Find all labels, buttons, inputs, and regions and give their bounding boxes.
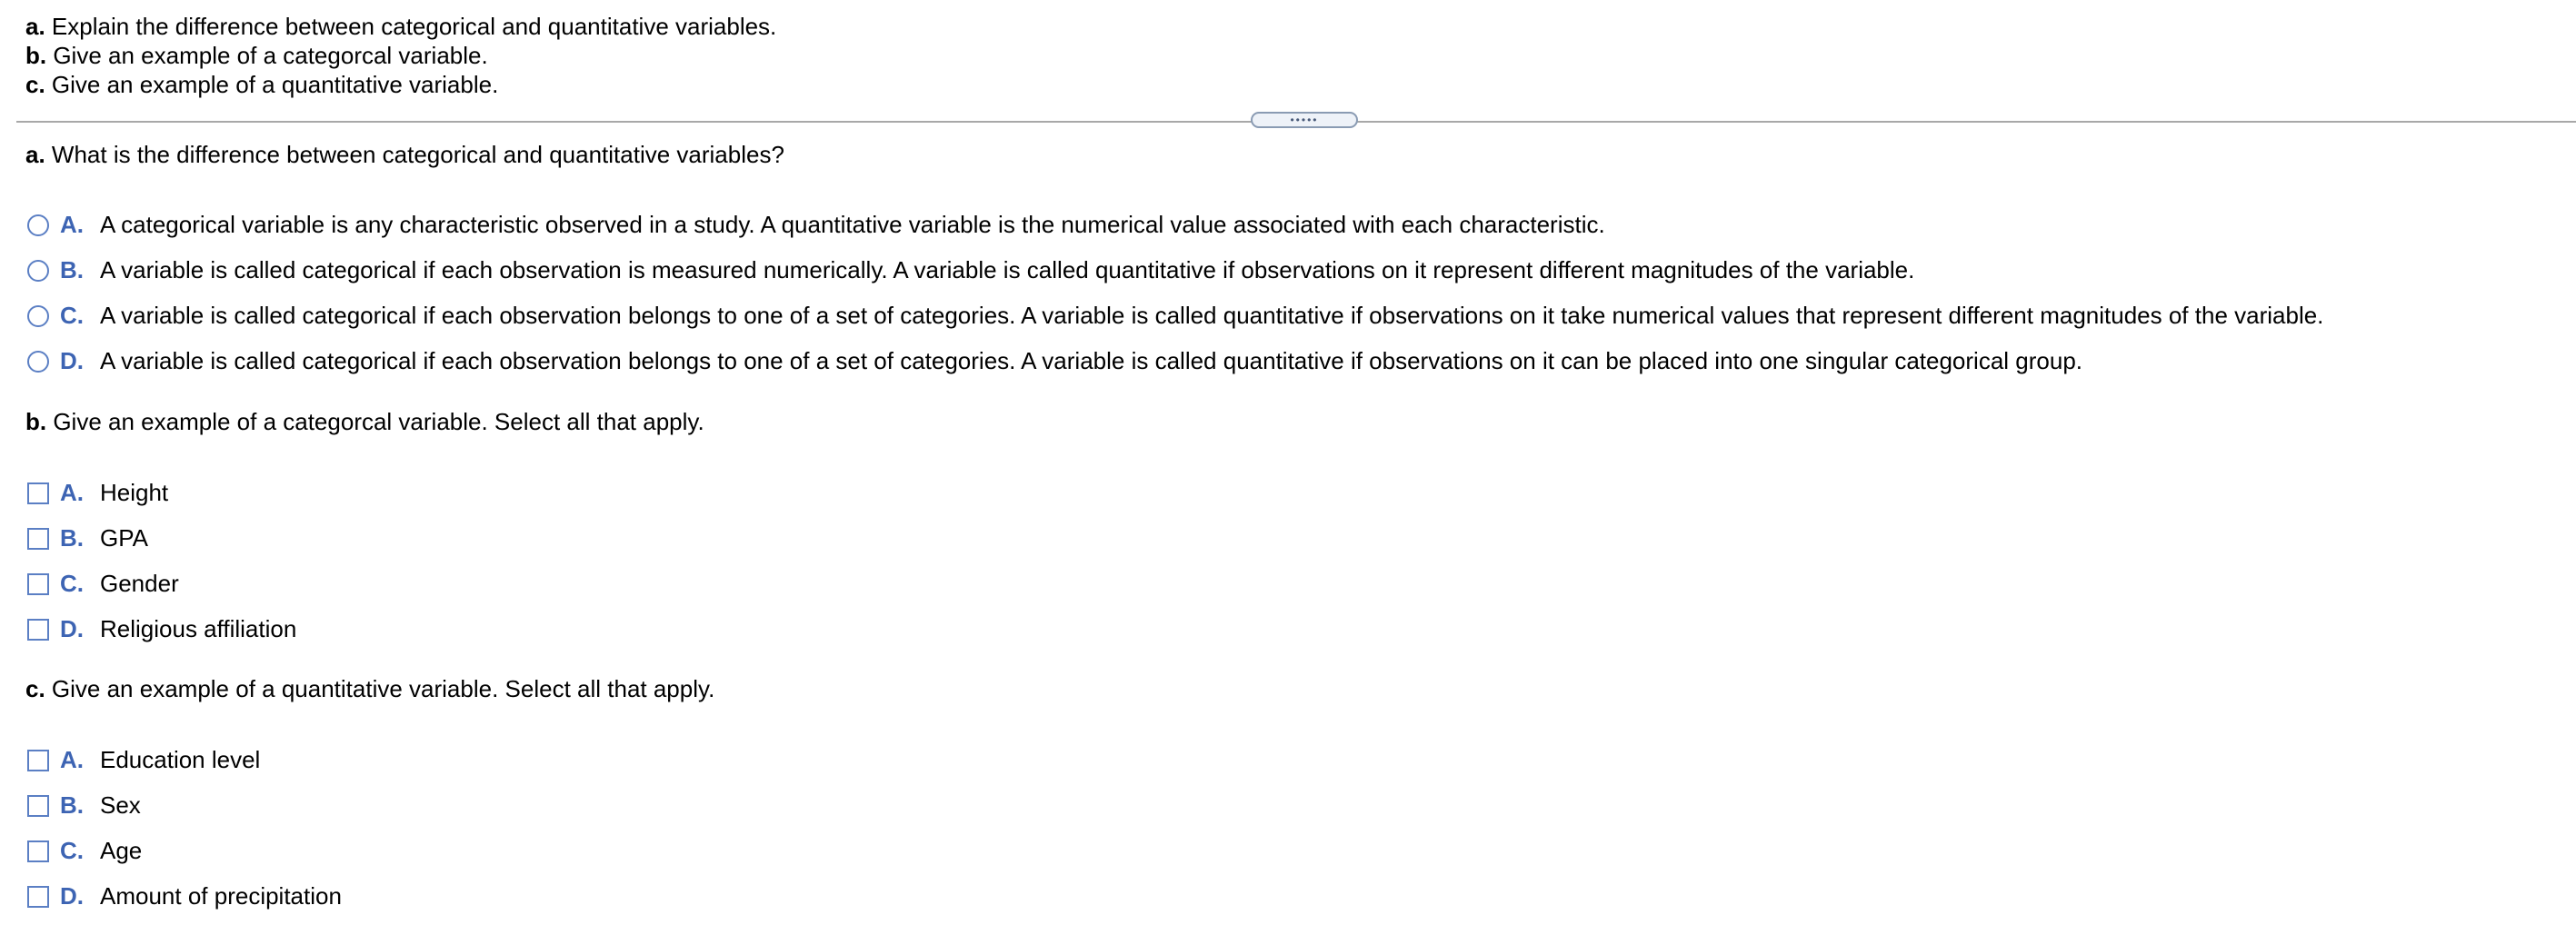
- question-c-label: c.: [25, 675, 45, 702]
- question-c-text: Give an example of a quantitative variable. Select all that apply.: [45, 675, 715, 702]
- option-letter: B.: [60, 524, 84, 552]
- radio-option-a-A[interactable]: [27, 211, 1605, 239]
- radio-button[interactable]: [27, 214, 49, 236]
- checkbox-option-b-A[interactable]: [27, 479, 168, 507]
- option-text: A variable is called categorical if each observation is measured numerically. A variable is called quantitative if observations on it represent different magnitudes of the variable.: [100, 256, 1915, 283]
- option-letter: A.: [60, 746, 84, 773]
- checkbox[interactable]: [27, 886, 49, 908]
- option-text: Religious affiliation: [100, 615, 297, 642]
- intro-line-a: [25, 12, 776, 41]
- checkbox-option-c-A[interactable]: [27, 746, 260, 774]
- option-text: Gender: [100, 570, 179, 597]
- option-letter: D.: [60, 882, 84, 910]
- option-letter: B.: [60, 791, 84, 819]
- checkbox[interactable]: [27, 528, 49, 550]
- checkbox[interactable]: [27, 482, 49, 504]
- checkbox[interactable]: [27, 795, 49, 817]
- checkbox-option-b-C[interactable]: [27, 570, 179, 598]
- intro-label-c: c.: [25, 71, 45, 98]
- option-text: Amount of precipitation: [100, 882, 342, 910]
- intro-text-b: Give an example of a categorcal variable.: [46, 42, 488, 69]
- checkbox-option-b-B[interactable]: [27, 524, 148, 552]
- option-text: A categorical variable is any characteristic observed in a study. A quantitative variable is the numerical value associated with each characteristic.: [100, 211, 1605, 238]
- intro-label-a: a.: [25, 13, 45, 40]
- radio-button[interactable]: [27, 260, 49, 282]
- option-letter: D.: [60, 347, 84, 374]
- question-b: [25, 408, 704, 436]
- problem-statement: [25, 12, 776, 99]
- intro-line-b: [25, 41, 776, 70]
- intro-line-c: [25, 70, 776, 99]
- checkbox-option-c-C[interactable]: [27, 837, 142, 865]
- checkbox-option-b-D[interactable]: [27, 615, 296, 643]
- option-letter: C.: [60, 570, 84, 597]
- option-text: Sex: [100, 791, 141, 819]
- radio-option-a-C[interactable]: [27, 302, 2323, 330]
- question-c: [25, 675, 714, 703]
- intro-label-b: b.: [25, 42, 47, 69]
- question-b-text: Give an example of a categorcal variable. Select all that apply.: [46, 408, 704, 435]
- option-text: Education level: [100, 746, 261, 773]
- intro-text-c: Give an example of a quantitative variable.: [45, 71, 499, 98]
- option-text: A variable is called categorical if each observation belongs to one of a set of categories. A variable is called quantitative if observations on it can be placed into one singular categorical group.: [100, 347, 2083, 374]
- option-text: GPA: [100, 524, 148, 552]
- divider-handle[interactable]: •••••: [1251, 112, 1358, 128]
- radio-button[interactable]: [27, 351, 49, 373]
- option-letter: A.: [60, 479, 84, 506]
- checkbox[interactable]: [27, 750, 49, 771]
- question-a: [25, 141, 784, 169]
- option-text: Age: [100, 837, 143, 864]
- option-letter: B.: [60, 256, 84, 283]
- question-a-text: What is the difference between categorical and quantitative variables?: [45, 141, 784, 168]
- option-letter: A.: [60, 211, 84, 238]
- checkbox-option-c-D[interactable]: [27, 882, 342, 910]
- checkbox[interactable]: [27, 840, 49, 862]
- radio-option-a-B[interactable]: [27, 256, 1914, 284]
- checkbox[interactable]: [27, 573, 49, 595]
- option-text: Height: [100, 479, 169, 506]
- question-a-label: a.: [25, 141, 45, 168]
- checkbox-option-c-B[interactable]: [27, 791, 141, 820]
- intro-text-a: Explain the difference between categorical and quantitative variables.: [45, 13, 777, 40]
- checkbox[interactable]: [27, 619, 49, 641]
- option-letter: D.: [60, 615, 84, 642]
- option-text: A variable is called categorical if each observation belongs to one of a set of categories. A variable is called quantitative if observations on it take numerical values that represent different magnitudes of the variable.: [100, 302, 2324, 329]
- option-letter: C.: [60, 302, 84, 329]
- radio-option-a-D[interactable]: [27, 347, 2082, 375]
- option-letter: C.: [60, 837, 84, 864]
- question-b-label: b.: [25, 408, 47, 435]
- radio-button[interactable]: [27, 305, 49, 327]
